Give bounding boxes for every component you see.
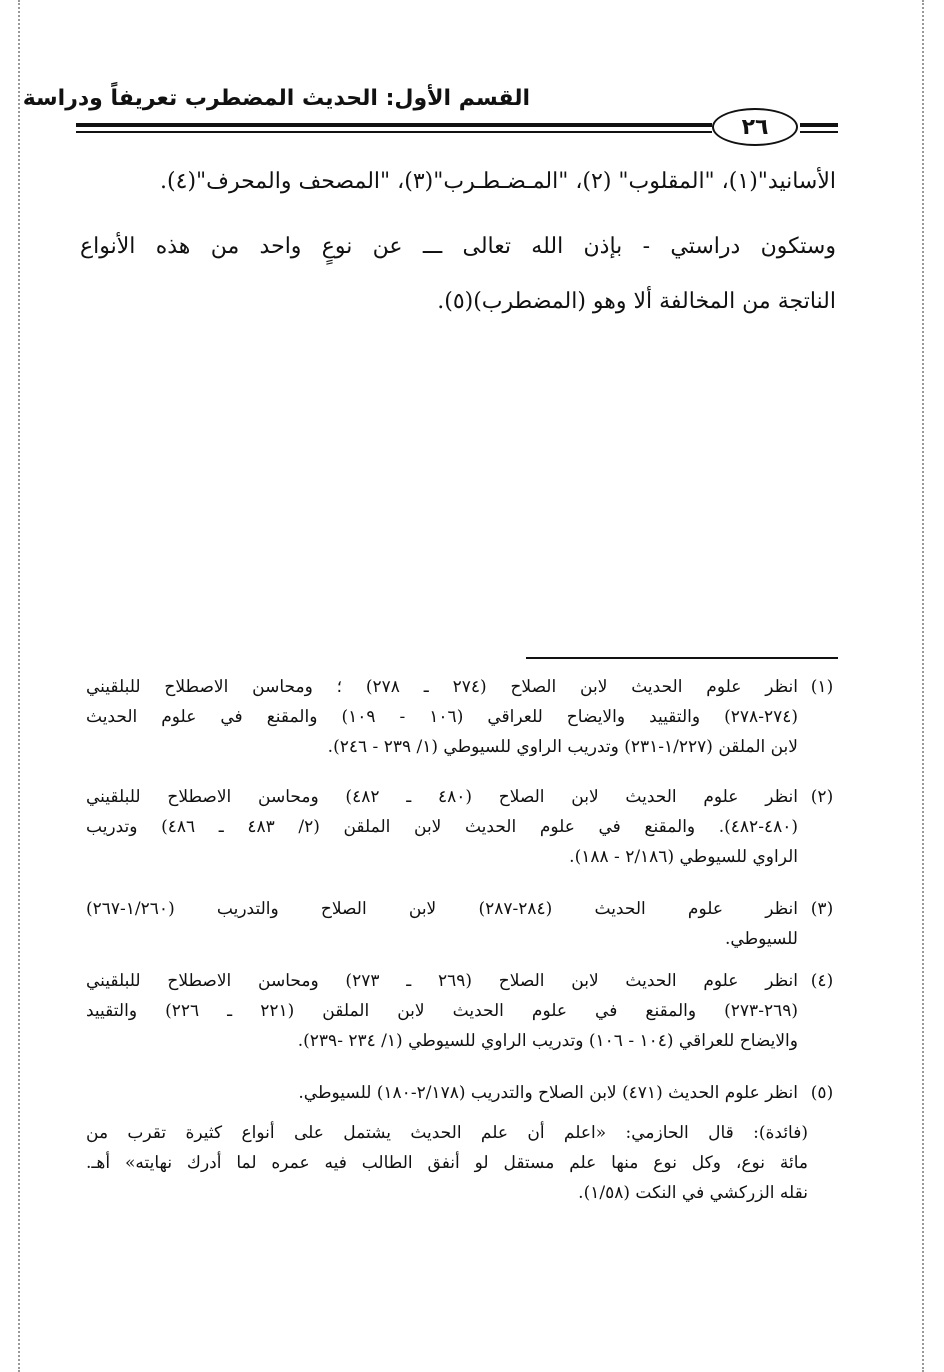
- footnote-4: [86, 966, 798, 1056]
- footnote-line: الراوي للسيوطي (٢/١٨٦ - ١٨٨).: [569, 847, 798, 867]
- footnote-separator: [526, 657, 838, 659]
- running-title: القسم الأول: الحديث المضطرب تعريفاً ودراسة: [22, 86, 530, 111]
- body-line-1: الأسانيد"(١)، "المقلوب" (٢)، "المـضـطـرب"(٣)، "المصحف والمحرف"(٤).: [160, 169, 836, 194]
- footnote-number: (٥): [810, 1083, 834, 1103]
- header-rule-right-thin: [800, 131, 838, 133]
- footnote-line: انظر علوم الحديث لابن الصلاح (٢٦٩ ـ ٢٧٣) ومحاسن الاصطلاح للبلقيني: [86, 971, 798, 991]
- footnote-2: [86, 782, 798, 872]
- footnote-3: [86, 894, 798, 954]
- footnote-line: والايضاح للعراقي (١٠٤ - ١٠٦) وتدريب الراوي للسيوطي (١/ ٢٣٤ -٢٣٩).: [297, 1031, 798, 1051]
- footnote-line: انظر علوم الحديث (٢٨٤-٢٨٧) لابن الصلاح والتدريب (١/٢٦٠-٢٦٧): [86, 899, 798, 919]
- note-line: مائة نوع، وكل نوع منها علم مستقل لو أنفق الطالب فيه عمره لما أدرك نهايته» أهـ.: [86, 1153, 808, 1173]
- footnote-line: (٤٨٠-٤٨٢). والمقنع في علوم الحديث لابن الملقن (٢/ ٤٨٣ ـ ٤٨٦) وتدريب: [86, 817, 798, 837]
- footnote-line: لابن الملقن (١/٢٢٧-٢٣١) وتدريب الراوي للسيوطي (١/ ٢٣٩ - ٢٤٦).: [327, 737, 798, 757]
- footnote-number: (٢): [810, 787, 834, 807]
- scan-edge-left: [18, 0, 20, 1372]
- footnote-1: [86, 672, 798, 762]
- footnote-line: للسيوطي.: [725, 929, 798, 949]
- body-line-2: وستكون دراستي - بإذن الله تعالى ـــ عن نوعٍ واحد من هذه الأنواع: [80, 234, 836, 259]
- footnote-number: (٣): [810, 899, 834, 919]
- benefit-note: [86, 1118, 808, 1208]
- footnote-line: (٢٧٤-٢٧٨) والتقييد والايضاح للعراقي (١٠٦ - ١٠٩) والمقنع في علوم الحديث: [86, 707, 798, 727]
- header-rule-thick: [76, 123, 712, 127]
- footnote-line: انظر علوم الحديث (٤٧١) لابن الصلاح والتدريب (٢/١٧٨-١٨٠) للسيوطي.: [298, 1083, 798, 1103]
- scan-edge-right: [922, 0, 924, 1372]
- body-line-3: الناتجة من المخالفة ألا وهو (المضطرب)(٥).: [437, 289, 836, 314]
- footnote-line: (٢٦٩-٢٧٣) والمقنع في علوم الحديث لابن الملقن (٢٢١ ـ ٢٢٦) والتقييد: [86, 1001, 798, 1021]
- footnote-number: (١): [810, 677, 834, 697]
- footnote-line: انظر علوم الحديث لابن الصلاح (٤٨٠ ـ ٤٨٢) ومحاسن الاصطلاح للبلقيني: [86, 787, 798, 807]
- header-rule-thin: [76, 131, 712, 133]
- footnote-5: [86, 1078, 798, 1108]
- page-number-oval: [712, 108, 798, 146]
- header-rule-right-thick: [800, 123, 838, 127]
- note-line: (فائدة): قال الحازمي: «اعلم أن علم الحديث يشتمل على أنواع كثيرة تقرب من: [86, 1123, 808, 1143]
- page-number: ٢٦: [741, 114, 769, 140]
- footnote-line: انظر علوم الحديث لابن الصلاح (٢٧٤ ـ ٢٧٨) ؛ ومحاسن الاصطلاح للبلقيني: [86, 677, 798, 697]
- note-line: نقله الزركشي في النكت (١/٥٨).: [578, 1183, 808, 1203]
- footnote-number: (٤): [810, 971, 834, 991]
